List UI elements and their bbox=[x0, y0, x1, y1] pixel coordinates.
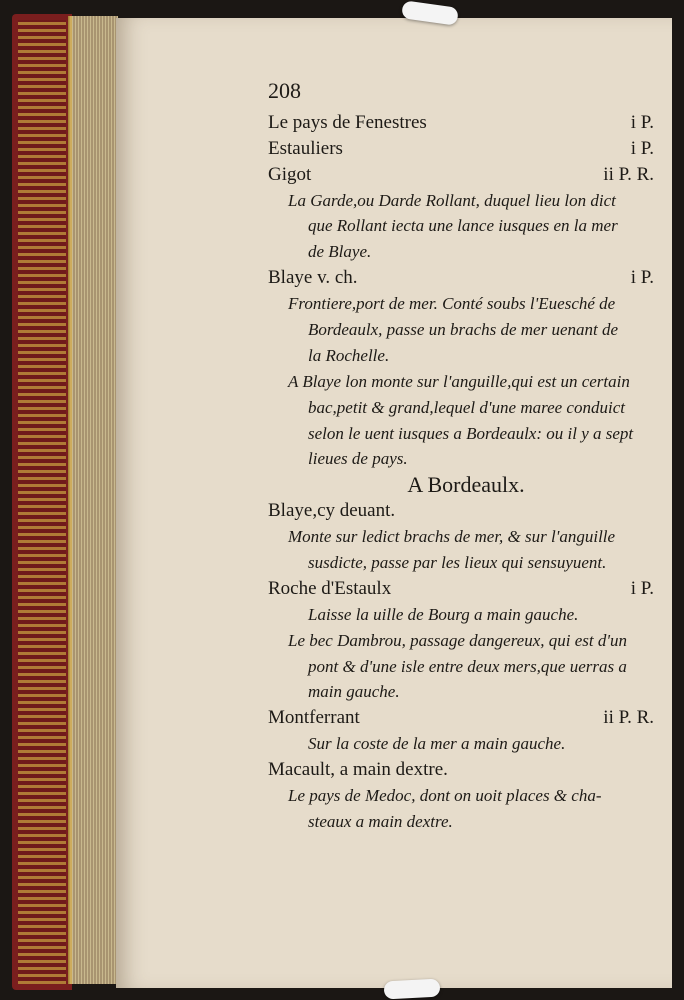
text-line: Estauliers i P. bbox=[268, 137, 654, 159]
page-text bbox=[268, 78, 664, 835]
page-clip-bottom bbox=[384, 979, 441, 1000]
book-cover bbox=[12, 14, 72, 990]
text-line: La Garde,ou Darde Rollant, duquel lieu lon dict bbox=[288, 190, 616, 210]
text-line: steaux a main dextre. bbox=[308, 811, 453, 831]
text-line: Le bec Dambrou, passage dangereux, qui est d'un bbox=[288, 630, 628, 650]
text-line: Blaye v. ch. i P. bbox=[268, 267, 654, 289]
text-line: susdicte, passe par les lieux qui sensuyuent. bbox=[308, 553, 607, 573]
text-line: Laisse la uille de Bourg a main gauche. bbox=[308, 604, 579, 624]
text-line: pont & d'une isle entre deux mers,que uerras a bbox=[308, 656, 627, 676]
text-line: selon le uent iusques a Bordeaulx: ou il y a sept bbox=[308, 423, 634, 443]
page-edges bbox=[72, 16, 118, 984]
text-line: Gigot ii P. R. bbox=[268, 163, 654, 185]
cover-gilt-border bbox=[18, 20, 66, 984]
text-line: de Blaye. bbox=[308, 242, 372, 262]
text-line: que Rollant iecta une lance iusques en la mer bbox=[308, 216, 618, 236]
text-line: Sur la coste de la mer a main gauche. bbox=[308, 734, 566, 754]
text-line: Macault, a main dextre. bbox=[268, 759, 448, 781]
page-number: 208 bbox=[268, 78, 301, 103]
text-line: Blaye,cy deuant. bbox=[268, 500, 396, 522]
section-heading: A Bordeaulx. bbox=[407, 472, 525, 498]
text-line: lieues de pays. bbox=[308, 449, 408, 469]
text-line: Bordeaulx, passe un brachs de mer uenant de bbox=[308, 320, 619, 340]
text-line: A Blaye lon monte sur l'anguille,qui est un certain bbox=[288, 371, 630, 391]
text-line: Le pays de Fenestres i P. bbox=[268, 111, 654, 133]
text-line: Le pays de Medoc, dont on uoit places & cha- bbox=[288, 786, 602, 806]
text-line: Montferrant ii P. R. bbox=[268, 707, 654, 729]
text-line: Monte sur ledict brachs de mer, & sur l'anguille bbox=[288, 527, 616, 547]
text-line: Roche d'Estaulx i P. bbox=[268, 577, 654, 599]
text-line: main gauche. bbox=[308, 682, 400, 702]
text-line: Frontiere,port de mer. Conté soubs l'Euesché de bbox=[288, 294, 616, 314]
text-line: bac,petit & grand,lequel d'une maree conduict bbox=[308, 397, 625, 417]
text-line: la Rochelle. bbox=[308, 345, 390, 365]
